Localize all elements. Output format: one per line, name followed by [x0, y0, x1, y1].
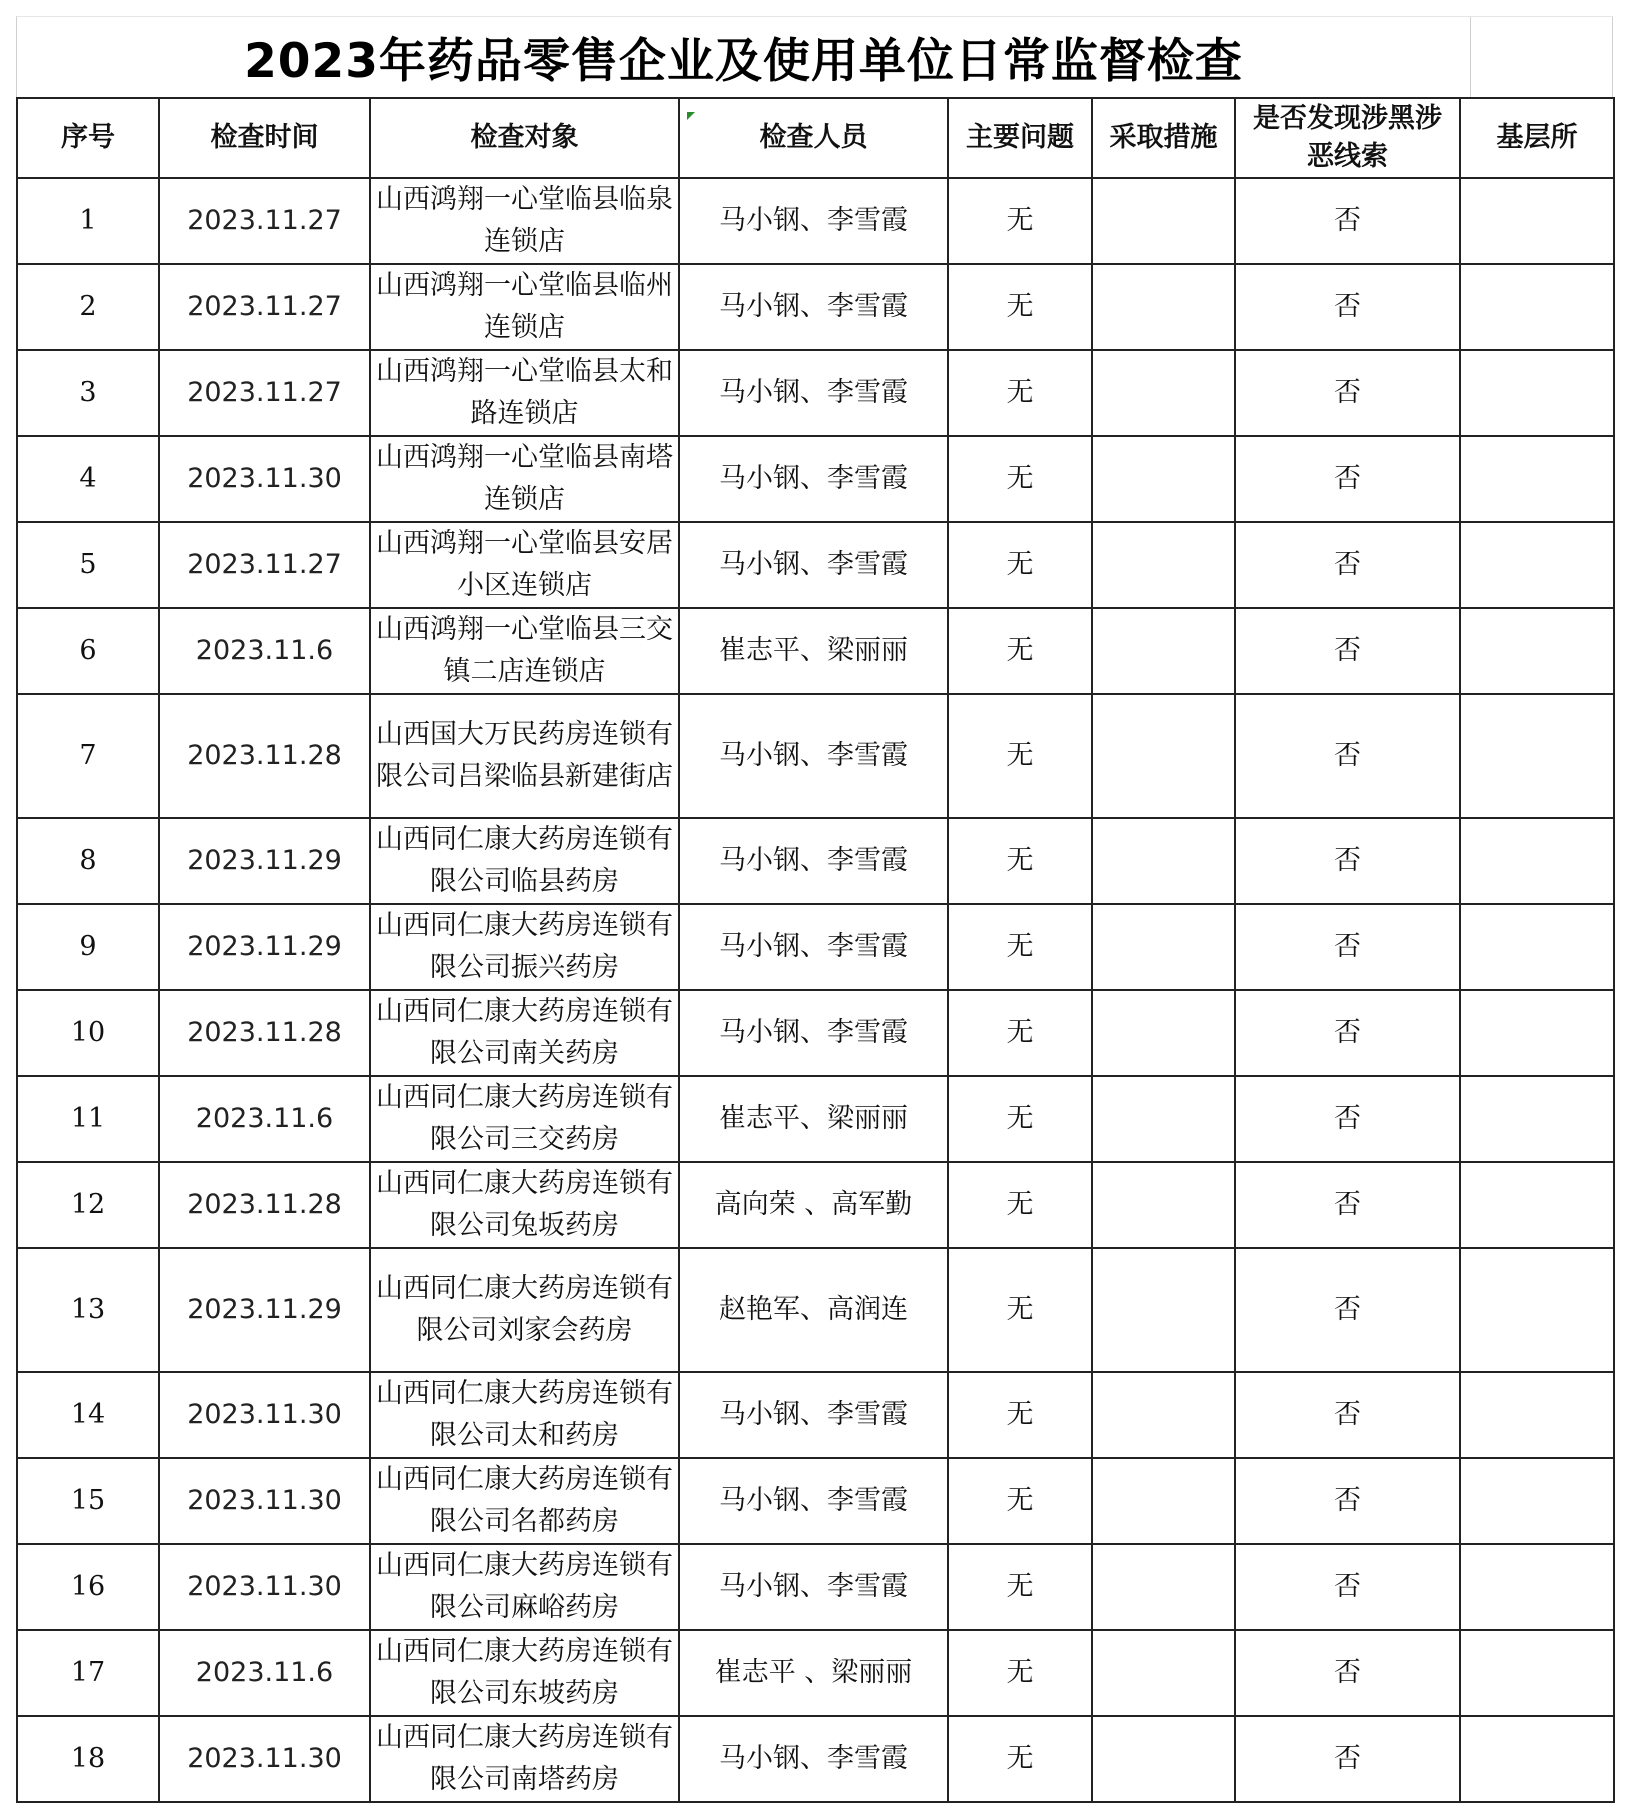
cell-measures[interactable] [1092, 350, 1235, 436]
cell-station[interactable] [1460, 1544, 1614, 1630]
cell-clues[interactable]: 否 [1235, 1076, 1460, 1162]
cell-clues[interactable]: 否 [1235, 264, 1460, 350]
cell-clues[interactable]: 否 [1235, 1716, 1460, 1802]
header-measures[interactable]: 采取措施 [1092, 98, 1235, 178]
cell-measures[interactable] [1092, 904, 1235, 990]
cell-problems[interactable]: 无 [948, 608, 1092, 694]
cell-seq[interactable]: 17 [17, 1630, 159, 1716]
cell-clues[interactable]: 否 [1235, 522, 1460, 608]
cell-station[interactable] [1460, 694, 1614, 818]
table-row [17, 990, 1614, 1076]
cell-target[interactable]: 山西同仁康大药房连锁有限公司东坡药房 [370, 1630, 679, 1716]
cell-target[interactable]: 山西鸿翔一心堂临县三交镇二店连锁店 [370, 608, 679, 694]
cell-station[interactable] [1460, 264, 1614, 350]
cell-measures[interactable] [1092, 1630, 1235, 1716]
cell-time[interactable]: 2023.11.27 [159, 522, 370, 608]
cell-seq[interactable]: 10 [17, 990, 159, 1076]
cell-measures[interactable] [1092, 990, 1235, 1076]
cell-problems[interactable]: 无 [948, 264, 1092, 350]
header-inspectors[interactable]: 检查人员 [679, 98, 948, 178]
cell-seq[interactable]: 13 [17, 1248, 159, 1372]
table-row [17, 1162, 1614, 1248]
cell-time[interactable]: 2023.11.6 [159, 1630, 370, 1716]
cell-problems[interactable]: 无 [948, 1716, 1092, 1802]
cell-time[interactable]: 2023.11.29 [159, 818, 370, 904]
cell-seq[interactable]: 9 [17, 904, 159, 990]
cell-problems[interactable]: 无 [948, 436, 1092, 522]
cell-problems[interactable]: 无 [948, 1372, 1092, 1458]
cell-target[interactable]: 山西鸿翔一心堂临县太和路连锁店 [370, 350, 679, 436]
cell-inspectors[interactable]: 马小钢、李雪霞 [679, 818, 948, 904]
gridline [1612, 17, 1613, 97]
header-row [17, 98, 1614, 178]
table-row [17, 1248, 1614, 1372]
cell-measures[interactable] [1092, 694, 1235, 818]
cell-station[interactable] [1460, 608, 1614, 694]
cell-station[interactable] [1460, 990, 1614, 1076]
cell-inspectors[interactable]: 马小钢、李雪霞 [679, 178, 948, 264]
cell-problems[interactable]: 无 [948, 904, 1092, 990]
cell-station[interactable] [1460, 1248, 1614, 1372]
cell-time[interactable]: 2023.11.28 [159, 990, 370, 1076]
cell-seq[interactable]: 18 [17, 1716, 159, 1802]
cell-time[interactable]: 2023.11.28 [159, 694, 370, 818]
cell-measures[interactable] [1092, 1162, 1235, 1248]
cell-problems[interactable]: 无 [948, 1248, 1092, 1372]
cell-clues[interactable]: 否 [1235, 178, 1460, 264]
cell-problems[interactable]: 无 [948, 178, 1092, 264]
cell-clues[interactable]: 否 [1235, 350, 1460, 436]
table-row [17, 1716, 1614, 1802]
cell-measures[interactable] [1092, 178, 1235, 264]
cell-problems[interactable]: 无 [948, 818, 1092, 904]
cell-inspectors[interactable]: 崔志平 、梁丽丽 [679, 1630, 948, 1716]
table-row [17, 522, 1614, 608]
cell-problems[interactable]: 无 [948, 1076, 1092, 1162]
cell-clues[interactable]: 否 [1235, 694, 1460, 818]
cell-clues[interactable]: 否 [1235, 818, 1460, 904]
header-time[interactable]: 检查时间 [159, 98, 370, 178]
table-row [17, 818, 1614, 904]
cell-measures[interactable] [1092, 1076, 1235, 1162]
cell-time[interactable]: 2023.11.30 [159, 1458, 370, 1544]
cell-station[interactable] [1460, 1076, 1614, 1162]
cell-target[interactable]: 山西鸿翔一心堂临县南塔连锁店 [370, 436, 679, 522]
cell-station[interactable] [1460, 1162, 1614, 1248]
cell-target[interactable]: 山西同仁康大药房连锁有限公司南塔药房 [370, 1716, 679, 1802]
table-row [17, 1630, 1614, 1716]
cell-time[interactable]: 2023.11.30 [159, 1716, 370, 1802]
cell-station[interactable] [1460, 178, 1614, 264]
table-row [17, 694, 1614, 818]
cell-station[interactable] [1460, 350, 1614, 436]
cell-station[interactable] [1460, 436, 1614, 522]
cell-time[interactable]: 2023.11.27 [159, 178, 370, 264]
table-row [17, 436, 1614, 522]
cell-clues[interactable]: 否 [1235, 608, 1460, 694]
cell-problems[interactable]: 无 [948, 1544, 1092, 1630]
cell-station[interactable] [1460, 1372, 1614, 1458]
cell-problems[interactable]: 无 [948, 694, 1092, 818]
cell-time[interactable]: 2023.11.28 [159, 1162, 370, 1248]
cell-clues[interactable]: 否 [1235, 1458, 1460, 1544]
cell-inspectors[interactable]: 马小钢、李雪霞 [679, 904, 948, 990]
cell-station[interactable] [1460, 904, 1614, 990]
cell-problems[interactable]: 无 [948, 1162, 1092, 1248]
cell-seq[interactable]: 14 [17, 1372, 159, 1458]
header-problems[interactable]: 主要问题 [948, 98, 1092, 178]
cell-seq[interactable]: 4 [17, 436, 159, 522]
cell-inspectors[interactable]: 马小钢、李雪霞 [679, 522, 948, 608]
cell-inspectors[interactable]: 马小钢、李雪霞 [679, 1716, 948, 1802]
cell-target[interactable]: 山西鸿翔一心堂临县临泉连锁店 [370, 178, 679, 264]
cell-clues[interactable]: 否 [1235, 1544, 1460, 1630]
cell-measures[interactable] [1092, 1544, 1235, 1630]
header-seq[interactable]: 序号 [17, 98, 159, 178]
cell-time[interactable]: 2023.11.29 [159, 904, 370, 990]
table-row [17, 264, 1614, 350]
cell-target[interactable]: 山西同仁康大药房连锁有限公司兔坂药房 [370, 1162, 679, 1248]
cell-inspectors[interactable]: 马小钢、李雪霞 [679, 1372, 948, 1458]
cell-measures[interactable] [1092, 436, 1235, 522]
cell-target[interactable]: 山西同仁康大药房连锁有限公司麻峪药房 [370, 1544, 679, 1630]
cell-clues[interactable]: 否 [1235, 904, 1460, 990]
cell-measures[interactable] [1092, 608, 1235, 694]
cell-time[interactable]: 2023.11.29 [159, 1248, 370, 1372]
cell-seq[interactable]: 16 [17, 1544, 159, 1630]
cell-seq[interactable]: 11 [17, 1076, 159, 1162]
cell-measures[interactable] [1092, 522, 1235, 608]
table-row [17, 1372, 1614, 1458]
cell-problems[interactable]: 无 [948, 1458, 1092, 1544]
cell-problems[interactable]: 无 [948, 990, 1092, 1076]
cell-clues[interactable]: 否 [1235, 1248, 1460, 1372]
cell-inspectors[interactable]: 马小钢、李雪霞 [679, 1458, 948, 1544]
cell-seq[interactable]: 2 [17, 264, 159, 350]
cell-measures[interactable] [1092, 1248, 1235, 1372]
cell-clues[interactable]: 否 [1235, 436, 1460, 522]
cell-target[interactable]: 山西同仁康大药房连锁有限公司振兴药房 [370, 904, 679, 990]
cell-inspectors[interactable]: 马小钢、李雪霞 [679, 990, 948, 1076]
cell-inspectors[interactable]: 马小钢、李雪霞 [679, 264, 948, 350]
cell-seq[interactable]: 3 [17, 350, 159, 436]
cell-target[interactable]: 山西同仁康大药房连锁有限公司太和药房 [370, 1372, 679, 1458]
cell-time[interactable]: 2023.11.30 [159, 436, 370, 522]
cell-inspectors[interactable]: 崔志平、梁丽丽 [679, 1076, 948, 1162]
table-row [17, 904, 1614, 990]
inspection-table [16, 97, 1615, 1803]
cell-target[interactable]: 山西鸿翔一心堂临县安居小区连锁店 [370, 522, 679, 608]
cell-target[interactable]: 山西国大万民药房连锁有限公司吕梁临县新建街店 [370, 694, 679, 818]
header-target[interactable]: 检查对象 [370, 98, 679, 178]
header-clues[interactable]: 是否发现涉黑涉恶线索 [1235, 98, 1460, 178]
cell-inspectors[interactable]: 马小钢、李雪霞 [679, 350, 948, 436]
gridline [1470, 17, 1471, 97]
cell-inspectors[interactable]: 赵艳军、高润连 [679, 1248, 948, 1372]
cell-time[interactable]: 2023.11.6 [159, 608, 370, 694]
cell-target[interactable]: 山西同仁康大药房连锁有限公司名都药房 [370, 1458, 679, 1544]
cell-measures[interactable] [1092, 1458, 1235, 1544]
cell-seq[interactable]: 1 [17, 178, 159, 264]
cell-station[interactable] [1460, 1630, 1614, 1716]
cell-problems[interactable]: 无 [948, 350, 1092, 436]
table-row [17, 350, 1614, 436]
cell-target[interactable]: 山西同仁康大药房连锁有限公司临县药房 [370, 818, 679, 904]
cell-clues[interactable]: 否 [1235, 1630, 1460, 1716]
cell-inspectors[interactable]: 马小钢、李雪霞 [679, 1544, 948, 1630]
cell-inspectors[interactable]: 马小钢、李雪霞 [679, 694, 948, 818]
cell-problems[interactable]: 无 [948, 522, 1092, 608]
cell-seq[interactable]: 8 [17, 818, 159, 904]
table-row [17, 1544, 1614, 1630]
cell-inspectors[interactable]: 崔志平、梁丽丽 [679, 608, 948, 694]
cell-clues[interactable]: 否 [1235, 1372, 1460, 1458]
cell-station[interactable] [1460, 1716, 1614, 1802]
cell-clues[interactable]: 否 [1235, 990, 1460, 1076]
cell-clues[interactable]: 否 [1235, 1162, 1460, 1248]
cell-target[interactable]: 山西同仁康大药房连锁有限公司三交药房 [370, 1076, 679, 1162]
title-row [16, 16, 1613, 97]
cell-station[interactable] [1460, 522, 1614, 608]
cell-inspectors[interactable]: 高向荣 、高军勤 [679, 1162, 948, 1248]
cell-seq[interactable]: 12 [17, 1162, 159, 1248]
cell-seq[interactable]: 15 [17, 1458, 159, 1544]
table-row [17, 608, 1614, 694]
cell-time[interactable]: 2023.11.27 [159, 350, 370, 436]
cell-target[interactable]: 山西同仁康大药房连锁有限公司刘家会药房 [370, 1248, 679, 1372]
cell-measures[interactable] [1092, 818, 1235, 904]
table-row [17, 178, 1614, 264]
cell-time[interactable]: 2023.11.30 [159, 1544, 370, 1630]
table-row [17, 1458, 1614, 1544]
page-title[interactable]: 2023年药品零售企业及使用单位日常监督检查 [244, 33, 1243, 89]
cell-seq[interactable]: 7 [17, 694, 159, 818]
cell-problems[interactable]: 无 [948, 1630, 1092, 1716]
cell-measures[interactable] [1092, 1716, 1235, 1802]
spreadsheet-page [16, 16, 1613, 1803]
cell-station[interactable] [1460, 818, 1614, 904]
cell-measures[interactable] [1092, 264, 1235, 350]
cell-measures[interactable] [1092, 1372, 1235, 1458]
cell-seq[interactable]: 6 [17, 608, 159, 694]
cell-time[interactable]: 2023.11.6 [159, 1076, 370, 1162]
cell-inspectors[interactable]: 马小钢、李雪霞 [679, 436, 948, 522]
cell-target[interactable]: 山西鸿翔一心堂临县临州连锁店 [370, 264, 679, 350]
cell-seq[interactable]: 5 [17, 522, 159, 608]
cell-target[interactable]: 山西同仁康大药房连锁有限公司南关药房 [370, 990, 679, 1076]
cell-time[interactable]: 2023.11.30 [159, 1372, 370, 1458]
table-row [17, 1076, 1614, 1162]
header-station[interactable]: 基层所 [1460, 98, 1614, 178]
cell-time[interactable]: 2023.11.27 [159, 264, 370, 350]
cell-comment-marker [687, 112, 695, 120]
cell-station[interactable] [1460, 1458, 1614, 1544]
